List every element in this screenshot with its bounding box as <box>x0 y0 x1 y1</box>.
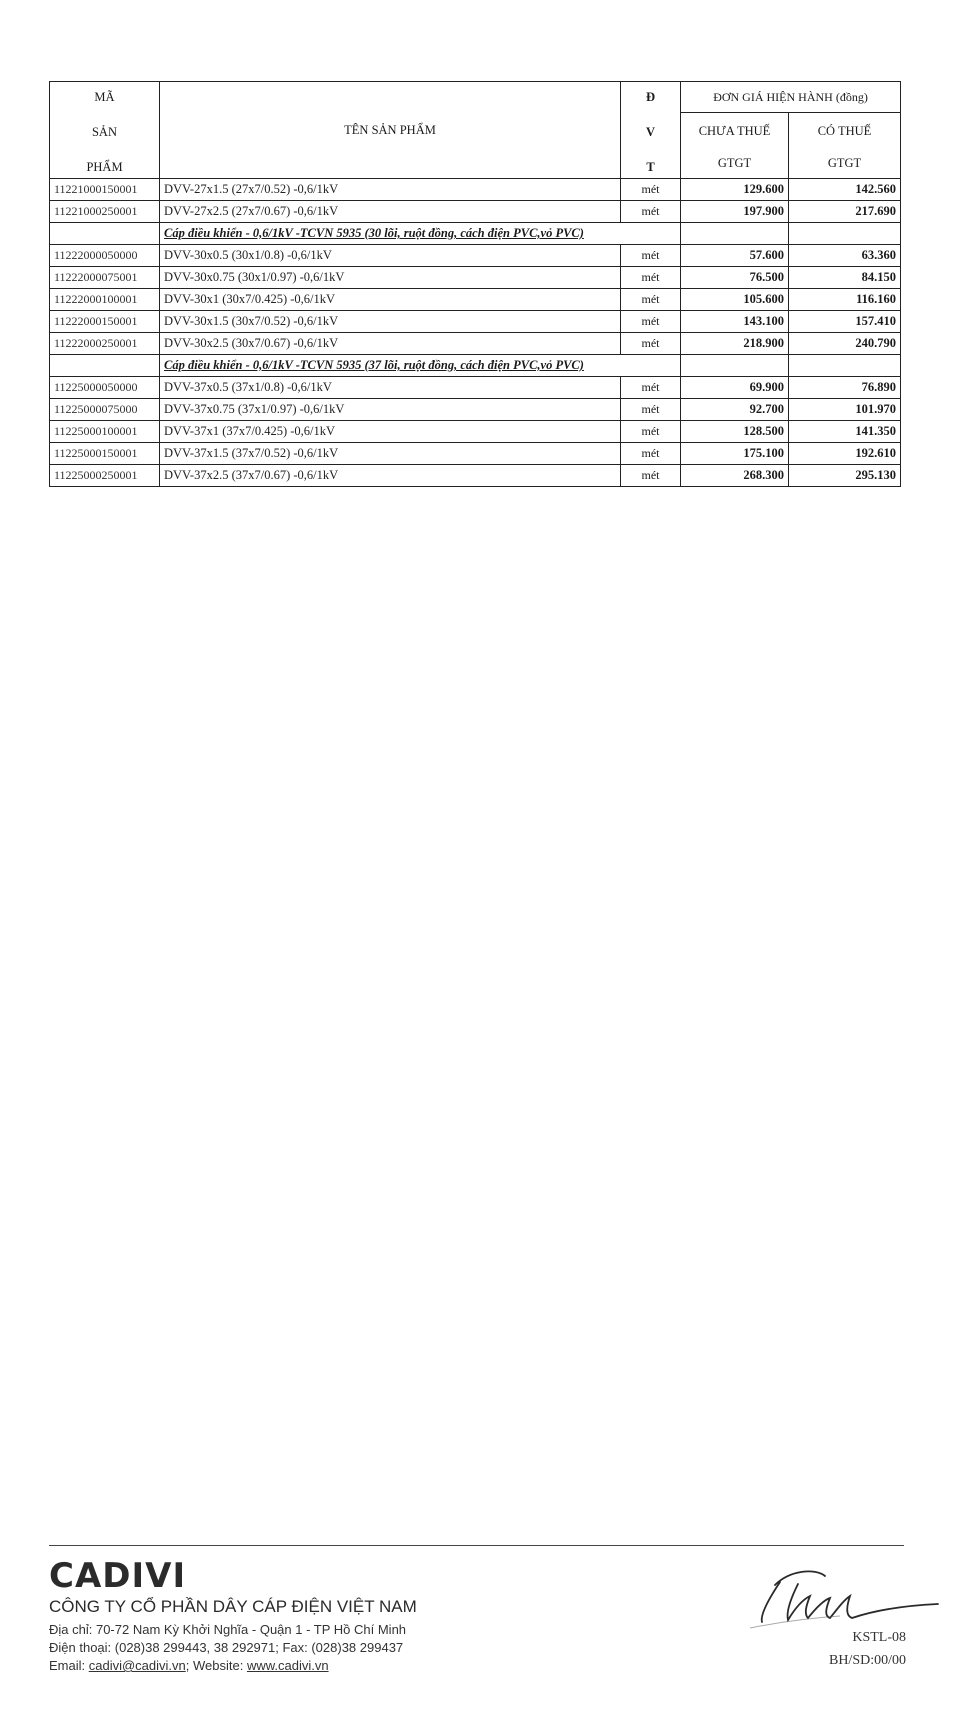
price-ex-vat: 128.500 <box>681 421 789 443</box>
header-price-group: ĐƠN GIÁ HIỆN HÀNH (đồng) <box>681 82 901 113</box>
product-unit: mét <box>621 377 681 399</box>
table-row <box>50 443 901 465</box>
price-ex-vat: 92.700 <box>681 399 789 421</box>
product-name: DVV-30x1.5 (30x7/0.52) -0,6/1kV <box>160 311 621 333</box>
table-row <box>50 377 901 399</box>
table-row <box>50 333 901 355</box>
price-inc-vat: 217.690 <box>789 201 901 223</box>
price-inc-vat: 141.350 <box>789 421 901 443</box>
product-code: 11225000050000 <box>50 377 160 399</box>
product-code: 11222000250001 <box>50 333 160 355</box>
product-code: 11221000250001 <box>50 201 160 223</box>
price-ex-vat: 268.300 <box>681 465 789 487</box>
section-empty-cell <box>681 223 789 245</box>
company-address: Địa chỉ: 70-72 Nam Kỳ Khởi Nghĩa - Quận 1 - TP Hồ Chí Minh <box>49 1622 407 1637</box>
header-unit: Đ V T <box>621 82 681 179</box>
product-name: DVV-37x0.5 (37x1/0.8) -0,6/1kV <box>160 377 621 399</box>
header-price-inc-sub: GTGT <box>789 148 901 179</box>
product-name: DVV-37x0.75 (37x1/0.97) -0,6/1kV <box>160 399 621 421</box>
product-unit: mét <box>621 201 681 223</box>
product-code: 11225000250001 <box>50 465 160 487</box>
price-inc-vat: 157.410 <box>789 311 901 333</box>
doc-code-1: KSTL-08 <box>852 1630 906 1645</box>
product-name: DVV-27x2.5 (27x7/0.67) -0,6/1kV <box>160 201 621 223</box>
product-code: 11222000100001 <box>50 289 160 311</box>
product-code: 11225000075000 <box>50 399 160 421</box>
section-empty-cell <box>50 355 160 377</box>
header-name: TÊN SẢN PHẨM <box>160 82 621 179</box>
price-ex-vat: 105.600 <box>681 289 789 311</box>
price-table <box>49 81 901 487</box>
product-code: 11222000050000 <box>50 245 160 267</box>
product-unit: mét <box>621 245 681 267</box>
product-name: DVV-30x0.75 (30x1/0.97) -0,6/1kV <box>160 267 621 289</box>
table-row <box>50 201 901 223</box>
table-row <box>50 421 901 443</box>
header-price-ex: CHƯA THUẾ <box>681 113 789 148</box>
product-unit: mét <box>621 311 681 333</box>
header-price-ex-sub: GTGT <box>681 148 789 179</box>
product-code: 11221000150001 <box>50 179 160 201</box>
price-inc-vat: 142.560 <box>789 179 901 201</box>
price-inc-vat: 76.890 <box>789 377 901 399</box>
product-unit: mét <box>621 289 681 311</box>
product-unit: mét <box>621 421 681 443</box>
table-row <box>50 311 901 333</box>
product-unit: mét <box>621 333 681 355</box>
product-code: 11222000150001 <box>50 311 160 333</box>
product-name: DVV-37x2.5 (37x7/0.67) -0,6/1kV <box>160 465 621 487</box>
doc-code-2: BH/SD:00/00 <box>828 1653 906 1668</box>
table-row <box>50 289 901 311</box>
header-code: MÃ SẢN PHẨM <box>50 82 160 179</box>
price-ex-vat: 76.500 <box>681 267 789 289</box>
product-unit: mét <box>621 465 681 487</box>
section-empty-cell <box>681 355 789 377</box>
company-name: CÔNG TY CỔ PHẦN DÂY CÁP ĐIỆN VIỆT NAM <box>49 1597 417 1616</box>
price-ex-vat: 143.100 <box>681 311 789 333</box>
price-ex-vat: 175.100 <box>681 443 789 465</box>
price-ex-vat: 218.900 <box>681 333 789 355</box>
section-title: Cáp điều khiển - 0,6/1kV -TCVN 5935 (37 lõi, ruột đồng, cách điện PVC,vỏ PVC) <box>160 355 681 377</box>
product-name: DVV-30x2.5 (30x7/0.67) -0,6/1kV <box>160 333 621 355</box>
section-title: Cáp điều khiển - 0,6/1kV -TCVN 5935 (30 lõi, ruột đồng, cách điện PVC,vỏ PVC) <box>160 223 681 245</box>
table-row <box>50 267 901 289</box>
product-code: 11225000100001 <box>50 421 160 443</box>
website-link[interactable]: www.cadivi.vn <box>246 1658 329 1673</box>
price-inc-vat: 63.360 <box>789 245 901 267</box>
price-ex-vat: 69.900 <box>681 377 789 399</box>
company-contact: Email: cadivi@cadivi.vn; Website: www.cadivi.vn <box>49 1658 329 1673</box>
product-name: DVV-37x1.5 (37x7/0.52) -0,6/1kV <box>160 443 621 465</box>
price-inc-vat: 116.160 <box>789 289 901 311</box>
product-unit: mét <box>621 267 681 289</box>
brand-logo: CADIVI <box>49 1556 187 1596</box>
table-body <box>50 179 901 487</box>
footer-divider <box>49 1545 904 1546</box>
company-phone: Điện thoại: (028)38 299443, 38 292971; Fax: (028)38 299437 <box>49 1640 404 1655</box>
product-name: DVV-27x1.5 (27x7/0.52) -0,6/1kV <box>160 179 621 201</box>
section-empty-cell <box>789 355 901 377</box>
product-unit: mét <box>621 443 681 465</box>
table-row <box>50 179 901 201</box>
section-row <box>50 355 901 377</box>
price-ex-vat: 197.900 <box>681 201 789 223</box>
table-row <box>50 399 901 421</box>
section-row <box>50 223 901 245</box>
product-code: 11225000150001 <box>50 443 160 465</box>
table-row <box>50 465 901 487</box>
email-link[interactable]: cadivi@cadivi.vn <box>88 1658 186 1673</box>
price-ex-vat: 57.600 <box>681 245 789 267</box>
product-name: DVV-37x1 (37x7/0.425) -0,6/1kV <box>160 421 621 443</box>
table-row <box>50 245 901 267</box>
price-inc-vat: 84.150 <box>789 267 901 289</box>
product-unit: mét <box>621 399 681 421</box>
header-price-inc: CÓ THUẾ <box>789 113 901 148</box>
price-inc-vat: 101.970 <box>789 399 901 421</box>
product-code: 11222000075001 <box>50 267 160 289</box>
product-unit: mét <box>621 179 681 201</box>
price-inc-vat: 295.130 <box>789 465 901 487</box>
section-empty-cell <box>50 223 160 245</box>
price-inc-vat: 192.610 <box>789 443 901 465</box>
price-ex-vat: 129.600 <box>681 179 789 201</box>
product-name: DVV-30x0.5 (30x1/0.8) -0,6/1kV <box>160 245 621 267</box>
section-empty-cell <box>789 223 901 245</box>
product-name: DVV-30x1 (30x7/0.425) -0,6/1kV <box>160 289 621 311</box>
price-inc-vat: 240.790 <box>789 333 901 355</box>
